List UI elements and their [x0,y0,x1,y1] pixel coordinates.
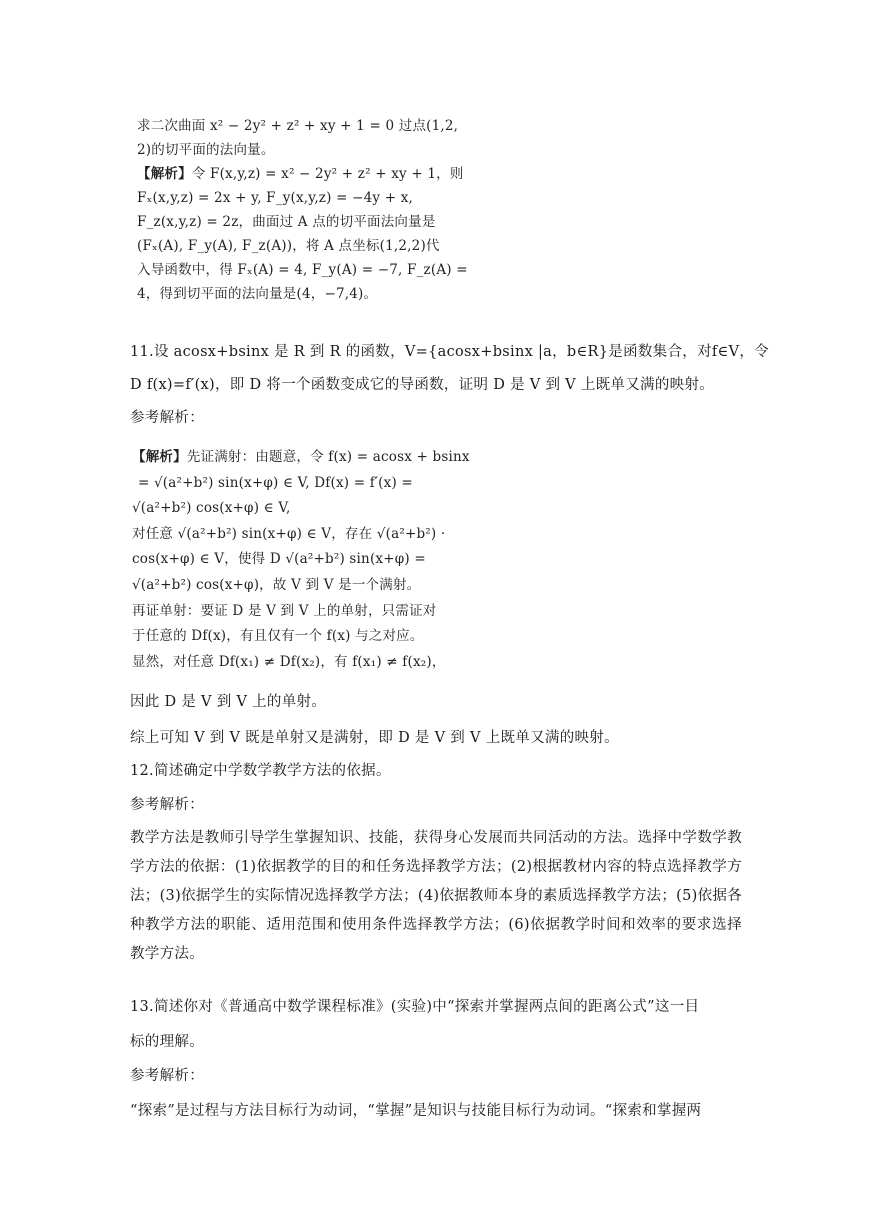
scan-line-with-tag [132,445,470,471]
q11-conclusion-line-1: 因此 D 是 V 到 V 上的单射。 [130,694,327,710]
scan-line: 对任意 √(a²+b²) sin(x+φ) ∈ V，存在 √(a²+b²) · [132,525,446,542]
answer-label: 参考解析： [130,797,204,813]
question-13-line-2: 标的理解。 [130,1034,204,1050]
scan-line: 2)的切平面的法向量。 [137,142,275,158]
analysis-tag: 【解析】 [132,449,187,465]
scan-line: F_z(x,y,z) = 2z，曲面过 A 点的切平面法向量是 [137,214,436,230]
q11-conclusion-line-2: 综上可知 V 到 V 既是单射又是满射，即 D 是 V 到 V 上既单又满的映射。 [130,730,619,746]
scan-line: √(a²+b²) cos(x+φ)，故 V 到 V 是一个满射。 [132,576,421,593]
answer-label: 参考解析： [130,1068,204,1084]
analysis-tag: 【解析】 [137,166,192,182]
scan-line: 再证单射：要证 D 是 V 到 V 上的单射，只需证对 [132,602,437,619]
scan-line: 4，得到切平面的法向量是(4，−7,4)。 [137,286,378,302]
scan-line: 先证满射：由题意，令 f(x) = acosx + bsinx [186,449,470,465]
question-12-answer: 教学方法是教师引导学生掌握知识、技能，获得身心发展而共同活动的方法。选择中学数学教学方法的依据：(1)依据教学的目的和任务选择教学方法；(2)根据教材内容的特点选择教学方法；(3)依据学生的实际情况选择教学方法；(4)依据教师本身的素质选择教学方法；(5)依据各种教学方法的职能、适用范围和使用条件选择教学方法；(6)依据教学时间和效率的要求选择教学方法。 [130,830,742,962]
question-13-line-1: 13.简述你对《普通高中数学课程标准》(实验)中“探索并掌握两点间的距离公式”这一目 [130,999,700,1015]
scan-line: 显然，对任意 Df(x₁) ≠ Df(x₂)，有 f(x₁) ≠ f(x₂)， [132,653,446,670]
scan-line: Fₓ(x,y,z) = 2x + y, F_y(x,y,z) = −4y + x, [137,190,414,206]
scanned-solution-block-2 [132,445,470,675]
scan-line: = √(a²+b²) sin(x+φ) ∈ V, Df(x) = f′(x) = [138,474,413,491]
question-13-answer-line-1: “探索”是过程与方法目标行为动词，“掌握”是知识与技能目标行为动词。“探索和掌握两 [130,1103,702,1119]
scan-line: √(a²+b²) cos(x+φ) ∈ V, [132,500,291,517]
scan-line: 入导函数中，得 Fₓ(A) = 4, F_y(A) = −7, F_z(A) = [137,262,468,278]
scan-line: 令 F(x,y,z) = x² − 2y² + z² + xy + 1，则 [191,166,464,182]
question-12: 12.简述确定中学数学教学方法的依据。 [130,763,391,779]
scan-line: cos(x+φ) ∈ V，使得 D √(a²+b²) sin(x+φ) = [132,551,426,568]
answer-label: 参考解析： [130,410,204,426]
scanned-solution-block-1 [137,114,468,306]
scan-line: 求二次曲面 x² − 2y² + z² + xy + 1 = 0 过点(1,2, [137,118,459,134]
scan-line: (Fₓ(A), F_y(A), F_z(A))，将 A 点坐标(1,2,2)代 [137,238,440,254]
scan-line: 于任意的 Df(x)，有且仅有一个 f(x) 与之对应。 [132,628,424,645]
scan-line-with-tag [137,162,464,186]
question-11-line-1: 11.设 acosx+bsinx 是 R 到 R 的函数，V={acosx+bsinx |a，b∈R}是函数集合，对f∈V，令 [130,344,769,360]
question-11-line-2: D f(x)=f′(x)，即 D 将一个函数变成它的导函数，证明 D 是 V 到 V 上既单又满的映射。 [130,377,715,393]
